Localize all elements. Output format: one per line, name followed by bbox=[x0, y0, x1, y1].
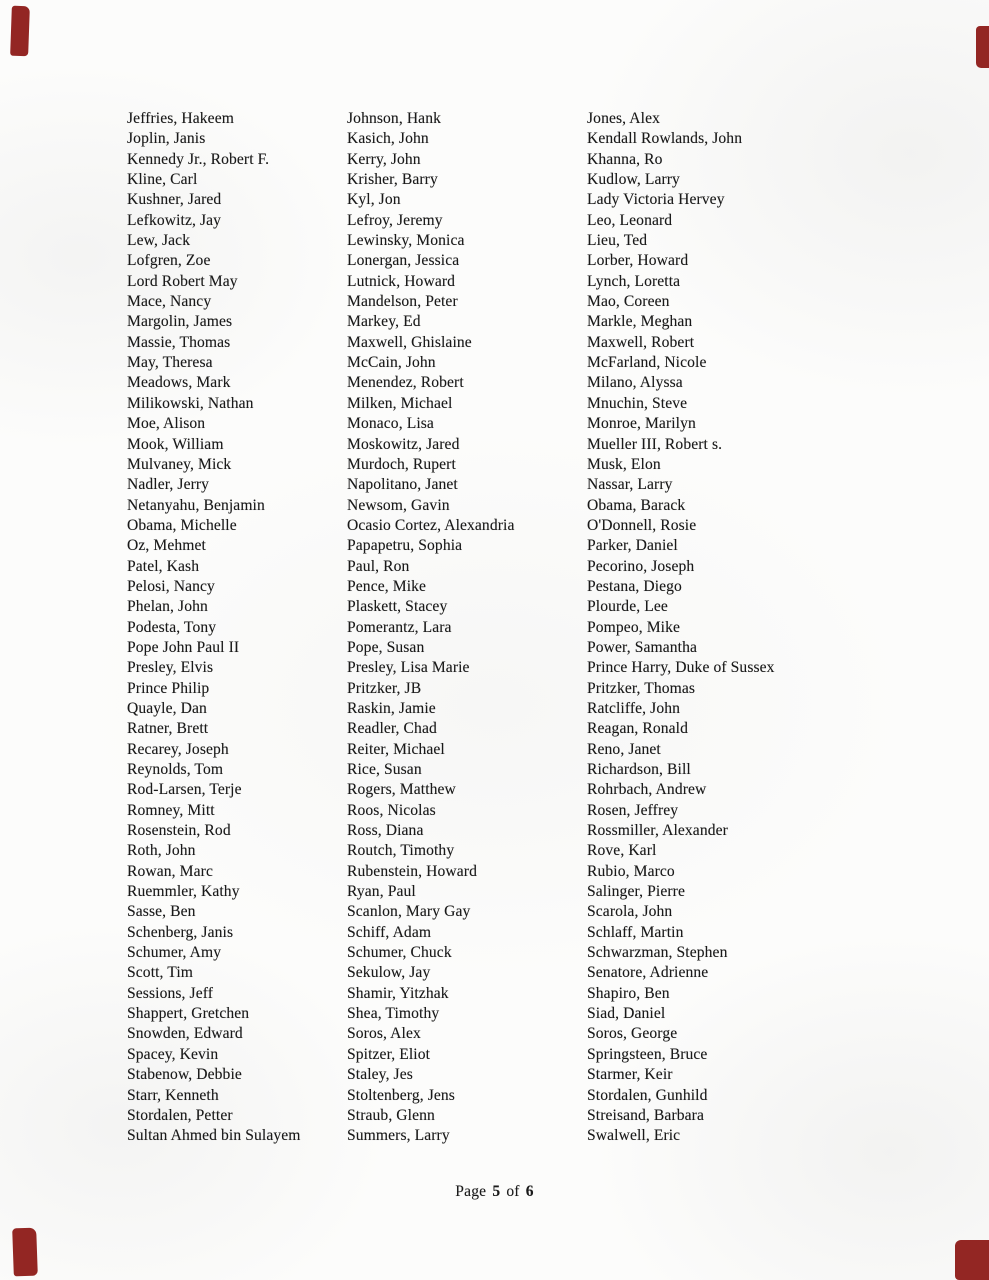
person-name: Ross, Diana bbox=[347, 822, 424, 840]
person-name: Rove, Karl bbox=[587, 842, 657, 860]
person-name: Newsom, Gavin bbox=[347, 496, 450, 514]
person-name: Kerry, John bbox=[347, 150, 421, 168]
person-name: Jones, Alex bbox=[587, 110, 660, 127]
person-name: Presley, Lisa Marie bbox=[347, 659, 470, 677]
person-name: Starmer, Keir bbox=[587, 1066, 673, 1084]
person-name: Scott, Tim bbox=[127, 964, 194, 982]
person-name: Richardson, Bill bbox=[587, 761, 691, 778]
person-name: Sultan Ahmed bin Sulayem bbox=[127, 1127, 301, 1145]
person-name: Staley, Jes bbox=[347, 1066, 413, 1084]
person-name: Obama, Barack bbox=[587, 496, 686, 514]
person-name: Straub, Glenn bbox=[347, 1106, 435, 1124]
person-name: Moe, Alison bbox=[127, 415, 206, 433]
person-name: Scanlon, Mary Gay bbox=[347, 903, 471, 921]
person-name: Mulvaney, Mick bbox=[127, 455, 232, 473]
person-name: Lewinsky, Monica bbox=[347, 232, 465, 250]
person-name: Starr, Kenneth bbox=[127, 1086, 219, 1104]
person-name: Streisand, Barbara bbox=[587, 1106, 704, 1124]
person-name: Schwarzman, Stephen bbox=[587, 944, 728, 962]
person-name: Swalwell, Eric bbox=[587, 1127, 681, 1145]
person-name: O'Donnell, Rosie bbox=[587, 516, 697, 534]
person-name: Milken, Michael bbox=[347, 394, 453, 412]
person-name: Phelan, John bbox=[127, 598, 208, 616]
person-name: Nadler, Jerry bbox=[127, 476, 210, 494]
person-name: Quayle, Dan bbox=[127, 699, 207, 717]
name-column-right bbox=[587, 109, 877, 1147]
person-name: Rice, Susan bbox=[347, 761, 422, 778]
person-name: Rohrbach, Andrew bbox=[587, 781, 707, 799]
person-name: Pritzker, Thomas bbox=[587, 679, 696, 697]
person-name: Joplin, Janis bbox=[127, 130, 206, 148]
person-name: Romney, Mitt bbox=[127, 801, 215, 819]
person-name: Reagan, Ronald bbox=[587, 720, 689, 738]
name-column-middle bbox=[347, 109, 582, 1147]
person-name: Milikowski, Nathan bbox=[127, 394, 254, 412]
person-name: Moskowitz, Jared bbox=[347, 435, 460, 453]
person-name: Pence, Mike bbox=[347, 577, 427, 595]
person-name: Ocasio Cortez, Alexandria bbox=[347, 516, 515, 534]
person-name: Lonergan, Jessica bbox=[347, 252, 460, 270]
person-name: Patel, Kash bbox=[127, 557, 200, 575]
person-name: Pritzker, JB bbox=[347, 679, 422, 697]
person-name: Prince Philip bbox=[127, 679, 210, 697]
person-name: Routch, Timothy bbox=[347, 842, 455, 860]
person-name: Schumer, Chuck bbox=[347, 944, 452, 962]
person-name: Rosenstein, Rod bbox=[127, 822, 231, 840]
person-name: Presley, Elvis bbox=[127, 659, 214, 677]
person-name: Ratcliffe, John bbox=[587, 699, 681, 717]
person-name: Lord Robert May bbox=[127, 272, 238, 290]
person-name: Kasich, John bbox=[347, 130, 429, 148]
person-name: Shappert, Gretchen bbox=[127, 1005, 250, 1023]
person-name: Pelosi, Nancy bbox=[127, 577, 215, 595]
person-name: Sekulow, Jay bbox=[347, 964, 431, 982]
person-name: Lew, Jack bbox=[127, 232, 191, 250]
person-name: Napolitano, Janet bbox=[347, 476, 458, 494]
person-name: Lady Victoria Hervey bbox=[587, 191, 725, 209]
person-name: Lefroy, Jeremy bbox=[347, 211, 443, 229]
person-name: Stabenow, Debbie bbox=[127, 1066, 242, 1084]
person-name: Mueller III, Robert s. bbox=[587, 435, 723, 453]
person-name: Spitzer, Eliot bbox=[347, 1045, 431, 1063]
person-name: Murdoch, Rupert bbox=[347, 455, 456, 473]
person-name: Siad, Daniel bbox=[587, 1005, 666, 1023]
person-name: Mace, Nancy bbox=[127, 293, 212, 311]
person-name: Power, Samantha bbox=[587, 638, 698, 656]
person-name: Rowan, Marc bbox=[127, 862, 213, 880]
person-name: Springsteen, Bruce bbox=[587, 1045, 708, 1063]
person-name: Mook, William bbox=[127, 435, 224, 453]
person-name: Papapetru, Sophia bbox=[347, 537, 463, 555]
person-name: Ratner, Brett bbox=[127, 720, 209, 738]
person-name: Kennedy Jr., Robert F. bbox=[127, 150, 270, 168]
person-name: Pope John Paul II bbox=[127, 638, 240, 656]
person-name: Mandelson, Peter bbox=[347, 293, 458, 311]
person-name: Spacey, Kevin bbox=[127, 1045, 219, 1063]
person-name: Shamir, Yitzhak bbox=[347, 984, 449, 1002]
person-name: Plourde, Lee bbox=[587, 598, 668, 616]
name-column-left bbox=[127, 109, 342, 1147]
person-name: Pomerantz, Lara bbox=[347, 618, 452, 636]
scan-artifact-top-left bbox=[10, 6, 30, 57]
person-name: Jeffries, Hakeem bbox=[127, 110, 234, 127]
person-name: McCain, John bbox=[347, 354, 436, 372]
person-name: Rod-Larsen, Terje bbox=[127, 781, 242, 799]
person-name: Kline, Carl bbox=[127, 171, 198, 189]
person-name: Nassar, Larry bbox=[587, 476, 673, 494]
person-name: Massie, Thomas bbox=[127, 333, 231, 351]
person-name: Pope, Susan bbox=[347, 638, 425, 656]
person-name: Prince Harry, Duke of Sussex bbox=[587, 659, 775, 677]
person-name: Lieu, Ted bbox=[587, 232, 648, 250]
person-name: Rosen, Jeffrey bbox=[587, 801, 679, 819]
person-name: Maxwell, Robert bbox=[587, 333, 695, 351]
person-name: Lorber, Howard bbox=[587, 252, 689, 270]
person-name: Plaskett, Stacey bbox=[347, 598, 448, 616]
person-name: Roth, John bbox=[127, 842, 196, 860]
person-name: Paul, Ron bbox=[347, 557, 410, 575]
person-name: Pestana, Diego bbox=[587, 577, 682, 595]
person-name: Senatore, Adrienne bbox=[587, 964, 709, 982]
person-name: Menendez, Robert bbox=[347, 374, 464, 392]
person-name: Ryan, Paul bbox=[347, 883, 416, 901]
person-name: Musk, Elon bbox=[587, 455, 661, 473]
person-name: Schenberg, Janis bbox=[127, 923, 234, 941]
person-name: Maxwell, Ghislaine bbox=[347, 333, 472, 351]
person-name: Pompeo, Mike bbox=[587, 618, 681, 636]
person-name: Lefkowitz, Jay bbox=[127, 211, 222, 229]
person-name: Readler, Chad bbox=[347, 720, 437, 738]
person-name: Leo, Leonard bbox=[587, 211, 673, 229]
person-name: Mnuchin, Steve bbox=[587, 394, 688, 412]
person-name: Margolin, James bbox=[127, 313, 233, 331]
person-name: Sessions, Jeff bbox=[127, 984, 214, 1002]
scan-artifact-bottom-right bbox=[955, 1240, 989, 1280]
person-name: Reiter, Michael bbox=[347, 740, 445, 758]
person-name: Mao, Coreen bbox=[587, 293, 670, 311]
person-name: McFarland, Nicole bbox=[587, 354, 707, 372]
person-name: Rossmiller, Alexander bbox=[587, 822, 728, 840]
person-name: Sasse, Ben bbox=[127, 903, 196, 921]
person-name: Schumer, Amy bbox=[127, 944, 222, 962]
total-page-number: 6 bbox=[525, 1183, 534, 1200]
person-name: Markey, Ed bbox=[347, 313, 421, 331]
person-name: Monroe, Marilyn bbox=[587, 415, 696, 433]
person-name: Reynolds, Tom bbox=[127, 761, 224, 778]
person-name: Obama, Michelle bbox=[127, 516, 237, 534]
person-name: Schlaff, Martin bbox=[587, 923, 684, 941]
person-name: Ruemmler, Kathy bbox=[127, 883, 240, 901]
person-name: Pecorino, Joseph bbox=[587, 557, 695, 575]
person-name: Kendall Rowlands, John bbox=[587, 130, 743, 148]
person-name: Salinger, Pierre bbox=[587, 883, 685, 901]
person-name: Oz, Mehmet bbox=[127, 537, 206, 555]
scan-artifact-top-right bbox=[976, 26, 989, 68]
footer-separator-label: of bbox=[506, 1183, 520, 1200]
person-name: Stoltenberg, Jens bbox=[347, 1086, 455, 1104]
scan-artifact-bottom-left bbox=[12, 1228, 38, 1277]
person-name: Meadows, Mark bbox=[127, 374, 231, 392]
person-name: Milano, Alyssa bbox=[587, 374, 683, 392]
person-name: Lynch, Loretta bbox=[587, 272, 681, 290]
person-name: Rubenstein, Howard bbox=[347, 862, 477, 880]
person-name: Rogers, Matthew bbox=[347, 781, 456, 799]
person-name: Stordalen, Petter bbox=[127, 1106, 233, 1124]
person-name: Summers, Larry bbox=[347, 1127, 450, 1145]
person-name: Snowden, Edward bbox=[127, 1025, 243, 1043]
person-name: Schiff, Adam bbox=[347, 923, 432, 941]
page-footer bbox=[0, 1183, 989, 1201]
person-name: Roos, Nicolas bbox=[347, 801, 436, 819]
person-name: Rubio, Marco bbox=[587, 862, 675, 880]
person-name: Kudlow, Larry bbox=[587, 171, 680, 189]
person-name: Soros, Alex bbox=[347, 1025, 421, 1043]
person-name: Netanyahu, Benjamin bbox=[127, 496, 265, 514]
person-name: Monaco, Lisa bbox=[347, 415, 434, 433]
person-name: Markle, Meghan bbox=[587, 313, 693, 331]
person-name: Stordalen, Gunhild bbox=[587, 1086, 708, 1104]
person-name: Scarola, John bbox=[587, 903, 673, 921]
person-name: Parker, Daniel bbox=[587, 537, 678, 555]
person-name: Podesta, Tony bbox=[127, 618, 217, 636]
person-name: Johnson, Hank bbox=[347, 110, 441, 127]
person-name: Khanna, Ro bbox=[587, 150, 663, 168]
person-name: Shapiro, Ben bbox=[587, 984, 670, 1002]
person-name: Reno, Janet bbox=[587, 740, 661, 758]
person-name: May, Theresa bbox=[127, 354, 213, 372]
person-name: Krisher, Barry bbox=[347, 171, 438, 189]
person-name: Kyl, Jon bbox=[347, 191, 401, 209]
person-name: Kushner, Jared bbox=[127, 191, 222, 209]
person-name: Recarey, Joseph bbox=[127, 740, 229, 758]
current-page-number: 5 bbox=[492, 1183, 501, 1200]
person-name: Lofgren, Zoe bbox=[127, 252, 211, 270]
person-name: Lutnick, Howard bbox=[347, 272, 456, 290]
person-name: Shea, Timothy bbox=[347, 1005, 440, 1023]
person-name: Soros, George bbox=[587, 1025, 678, 1043]
footer-prefix-label: Page bbox=[455, 1183, 487, 1200]
person-name: Raskin, Jamie bbox=[347, 699, 436, 717]
